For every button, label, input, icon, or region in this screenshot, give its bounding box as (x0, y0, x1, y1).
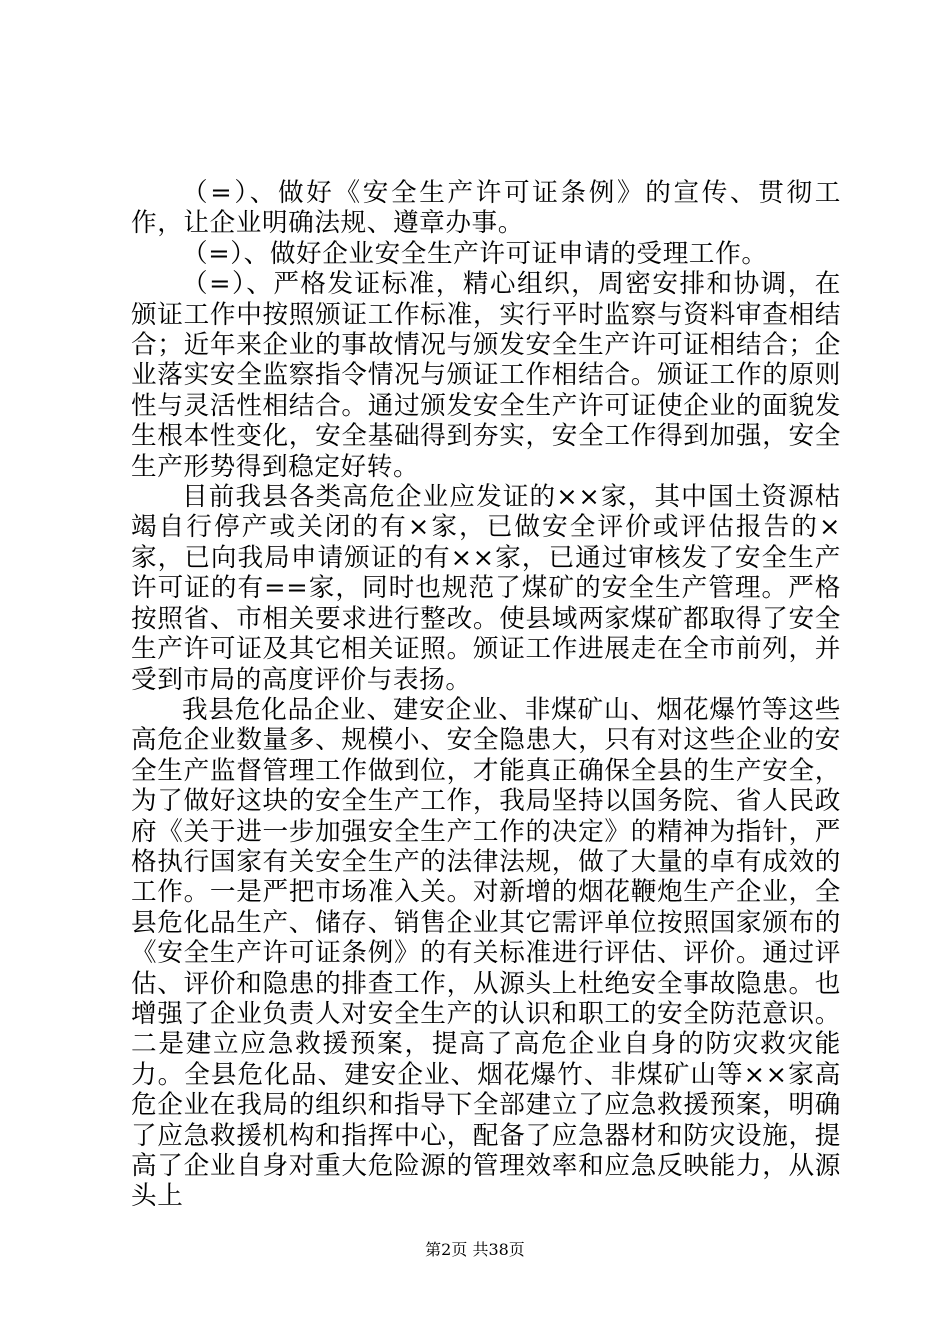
paragraph-issuance-standards: （=）、严格发证标准，精心组织，周密安排和协调，在颁证工作中按照颁证工作标准，实行平时监察与资料审查相结合；近年来企业的事故情况与颁发安全生产许可证相结合；企业落实安全监察指令情况与颁证工作相结合。颁证工作的原则性与灵活性相结合。通过颁发安全生产许可证使企业的面貌发生根本性变化，安全基础得到夯实，安全工作得到加强，安全生产形势得到稳定好转。 (131, 269, 841, 482)
page-number: 第2页 共38页 (425, 1240, 525, 1259)
paragraph-application-acceptance: （=）、做好企业安全生产许可证申请的受理工作。 (182, 238, 768, 269)
paragraph-county-status: 目前我县各类高危企业应发证的××家，其中国土资源枯竭自行停产或关闭的有×家，已做安全评价或评估报告的×家，已向我局申请颁证的有××家，已通过审核发了安全生产许可证的有==家，同时也规范了煤矿的安全生产管理。严格按照省、市相关要求进行整改。使县域两家煤矿都取得了安全生产许可证及其它相关证照。颁证工作进展走在全市前列，并受到市局的高度评价与表扬。 (131, 482, 841, 695)
paragraph-high-risk-enterprises: 我县危化品企业、建安企业、非煤矿山、烟花爆竹等这些高危企业数量多、规模小、安全隐患大，只有对这些企业的安全生产监督管理工作做到位，才能真正确保全县的生产安全，为了做好这块的安全生产工作，我局坚持以国务院、省人民政府《关于进一步加强安全生产工作的决定》的精神为指针，严格执行国家有关安全生产的法律法规，做了大量的卓有成效的工作。一是严把市场准入关。对新增的烟花鞭炮生产企业，全县危化品生产、储存、销售企业其它需评单位按照国家颁布的《安全生产许可证条例》的有关标准进行评估、评价。通过评估、评价和隐患的排查工作，从源头上杜绝安全事故隐患。也增强了企业负责人对安全生产的认识和职工的安全防范意识。二是建立应急救援预案，提高了高危企业自身的防灾救灾能力。全县危化品、建安企业、烟花爆竹、非煤矿山等××家高危企业在我局的组织和指导下全部建立了应急救援预案，明确了应急救援机构和指挥中心，配备了应急器材和防灾设施，提高了企业自身对重大危险源的管理效率和应急反映能力，从源头上 (131, 694, 841, 1212)
document-body (131, 178, 841, 1212)
paragraph-publicity: （=）、做好《安全生产许可证条例》的宣传、贯彻工作，让企业明确法规、遵章办事。 (131, 178, 841, 239)
